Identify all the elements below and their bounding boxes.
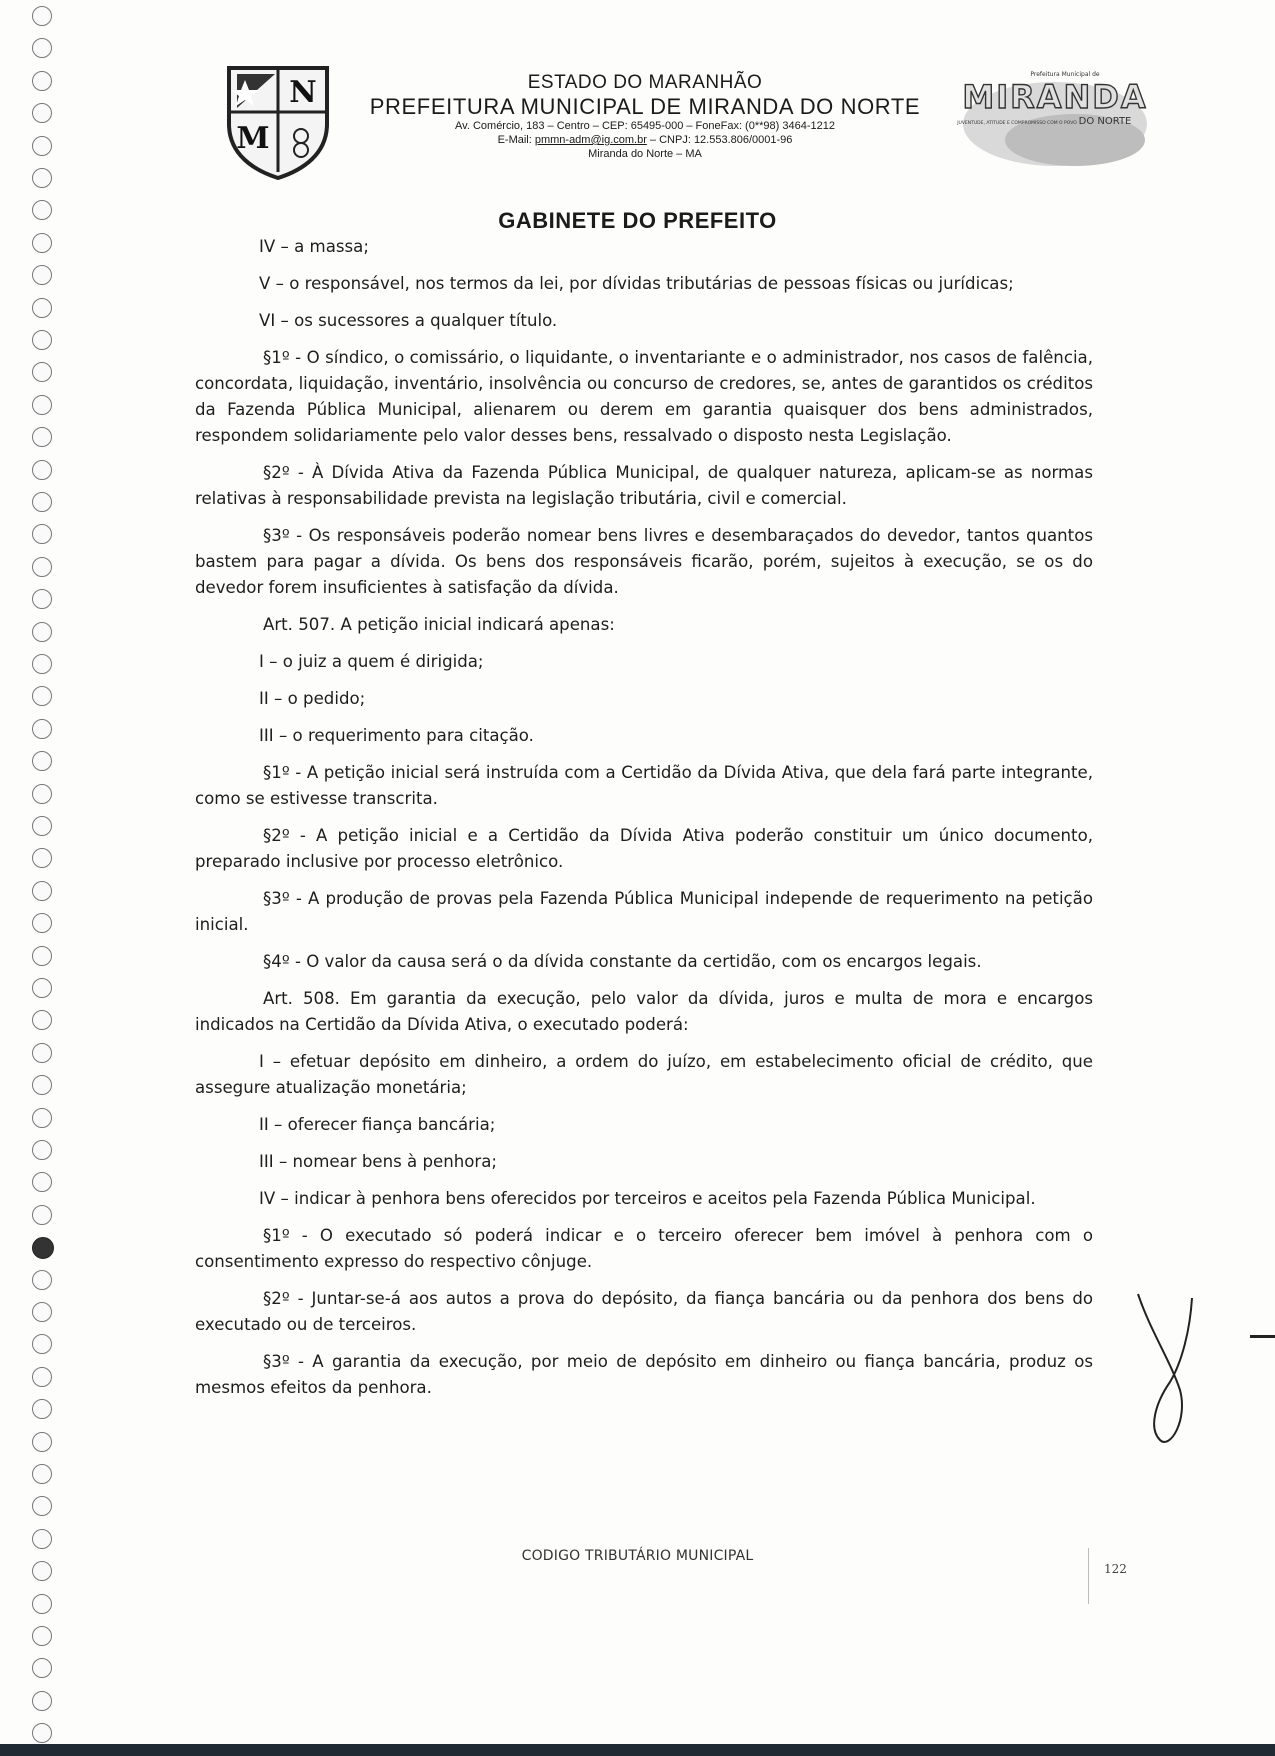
email-label: E-Mail:	[497, 134, 535, 146]
paragraph: IV – indicar à penhora bens oferecidos por terceiros e aceitos pela Fazenda Pública Municipal.	[259, 1189, 1036, 1208]
binding-hole	[32, 1594, 52, 1614]
scan-bottom-edge	[0, 1744, 1275, 1756]
page-number-divider	[1088, 1548, 1091, 1604]
city-line: Miranda do Norte – MA	[588, 148, 702, 160]
paragraph: III – nomear bens à penhora;	[259, 1152, 497, 1171]
state-name: ESTADO DO MARANHÃO	[527, 72, 763, 93]
contact-line	[340, 133, 950, 147]
paragraph: §1º - O síndico, o comissário, o liquidante, o inventariante e o administrador, nos casos de falência, concordata, liquidação, inventário, insolvência ou concurso de credores, se, antes de garantidos os créditos da Fazenda Pública Municipal, alienarem ou derem em garantia quaisquer dos bens administrados, respondem solidariamente pelo valor desses bens, ressalvado o disposto nesta Legislação.	[195, 348, 1093, 445]
binding-hole	[32, 233, 52, 253]
paragraph: §2º - Juntar-se-á aos autos a prova do depósito, da fiança bancária ou da penhora dos bens do executado ou de terceiros.	[195, 1289, 1093, 1334]
binding-hole	[32, 1658, 52, 1678]
paragraph: §3º - Os responsáveis poderão nomear bens livres e desembaraçados do devedor, tantos quantos bastem para pagar a dívida. Os bens dos responsáveis ficarão, porém, sujeitos à execução, se os do devedor forem insuficientes à satisfação da dívida.	[195, 526, 1093, 597]
cnpj-text: – CNPJ: 12.553.806/0001-96	[646, 134, 793, 146]
brand-tagline: JUVENTUDE, ATITUDE E COMPROMISSO COM O POVO	[957, 121, 1077, 126]
binding-hole	[32, 460, 52, 480]
paragraph: §3º - A garantia da execução, por meio de depósito em dinheiro ou fiança bancária, produz os mesmos efeitos da penhora.	[195, 1352, 1093, 1397]
section-title: GABINETE DO PREFEITO	[498, 208, 777, 233]
crest-letter-n: N	[289, 75, 317, 110]
paragraph: §1º - O executado só poderá indicar e o terceiro oferecer bem imóvel à penhora com o consentimento expresso do respectivo cônjuge.	[195, 1226, 1093, 1271]
paragraph: I – o juiz a quem é dirigida;	[259, 652, 484, 671]
binding-hole	[32, 1237, 54, 1259]
binding-hole	[32, 589, 52, 609]
binding-hole	[32, 1691, 52, 1711]
binding-hole	[32, 1561, 52, 1581]
paragraph: III – o requerimento para citação.	[259, 726, 534, 745]
binding-hole	[32, 362, 52, 382]
binding-hole	[32, 622, 52, 642]
paragraph: §2º - À Dívida Ativa da Fazenda Pública Municipal, de qualquer natureza, aplicam-se as normas relativas à responsabilidade prevista na legislação tributária, civil e comercial.	[195, 463, 1093, 508]
brand-name: MIRANDA	[962, 78, 1148, 116]
binding-hole	[32, 1172, 52, 1192]
binding-hole	[32, 686, 52, 706]
paragraph: II – o pedido;	[259, 689, 366, 708]
miranda-brand-logo	[955, 60, 1150, 170]
binding-hole	[32, 492, 52, 512]
binding-hole	[32, 751, 52, 771]
letterhead	[0, 0, 1275, 200]
paragraph: §3º - A produção de provas pela Fazenda Pública Municipal independe de requerimento na petição inicial.	[195, 889, 1093, 934]
binding-hole	[32, 654, 52, 674]
binding-hole	[32, 298, 52, 318]
document-body	[195, 234, 1093, 1412]
paragraph: §2º - A petição inicial e a Certidão da Dívida Ativa poderão constituir um único documento, preparado inclusive por processo eletrônico.	[195, 826, 1093, 871]
binding-hole	[32, 1529, 52, 1549]
binding-hole	[32, 1334, 52, 1354]
binding-hole	[32, 913, 52, 933]
binding-hole	[32, 978, 52, 998]
binding-hole	[32, 1723, 52, 1743]
binding-hole	[32, 784, 52, 804]
crest-letter-m: M	[236, 121, 270, 156]
binding-hole	[32, 395, 52, 415]
binding-hole	[32, 1140, 52, 1160]
binding-hole	[32, 848, 52, 868]
binding-hole	[32, 816, 52, 836]
paragraph: IV – a massa;	[259, 237, 369, 256]
binding-hole	[32, 1270, 52, 1290]
footer-title: CODIGO TRIBUTÁRIO MUNICIPAL	[521, 1548, 754, 1564]
binding-hole	[32, 1108, 52, 1128]
binding-hole	[32, 1367, 52, 1387]
municipal-crest-logo	[223, 62, 333, 180]
paragraph: §4º - O valor da causa será o da dívida constante da certidão, com os encargos legais.	[263, 952, 982, 971]
address-line: Av. Comércio, 183 – Centro – CEP: 65495-000 – FoneFax: (0**98) 3464-1212	[455, 120, 835, 132]
binding-hole	[32, 330, 52, 350]
binding-hole	[32, 1399, 52, 1419]
brand-suffix: DO NORTE	[1078, 116, 1132, 127]
binding-holes	[30, 0, 60, 1756]
paragraph: V – o responsável, nos termos da lei, por dívidas tributárias de pessoas físicas ou jurídicas;	[259, 274, 1014, 293]
page-number: 122	[1104, 1562, 1127, 1576]
prefecture-name: PREFEITURA MUNICIPAL DE MIRANDA DO NORTE	[369, 94, 921, 119]
binding-hole	[32, 946, 52, 966]
letterhead-text	[340, 72, 950, 161]
paragraph: Art. 508. Em garantia da execução, pelo valor da dívida, juros e multa de mora e encargos indicados na Certidão da Dívida Ativa, o executado poderá:	[195, 989, 1093, 1034]
binding-hole	[32, 881, 52, 901]
binding-hole	[32, 1010, 52, 1030]
binding-hole	[32, 524, 52, 544]
binding-hole	[32, 557, 52, 577]
paragraph: II – oferecer fiança bancária;	[259, 1115, 496, 1134]
binding-hole	[32, 1496, 52, 1516]
binding-hole	[32, 1302, 52, 1322]
brand-top-text: Prefeitura Municipal de	[1030, 71, 1100, 78]
binding-hole	[32, 1626, 52, 1646]
edge-mark	[1250, 1335, 1275, 1338]
paragraph: VI – os sucessores a qualquer título.	[259, 311, 558, 330]
binding-hole	[32, 1205, 52, 1225]
binding-hole	[32, 1432, 52, 1452]
paragraph: Art. 507. A petição inicial indicará apenas:	[263, 615, 615, 634]
email-link[interactable]: pmmn-adm@ig.com.br	[534, 134, 647, 146]
binding-hole	[32, 719, 52, 739]
paragraph: §1º - A petição inicial será instruída com a Certidão da Dívida Ativa, que dela fará parte integrante, como se estivesse transcrita.	[195, 763, 1093, 808]
binding-hole	[32, 1075, 52, 1095]
binding-hole	[32, 427, 52, 447]
paragraph: I – efetuar depósito em dinheiro, a ordem do juízo, em estabelecimento oficial de crédito, que assegure atualização monetária;	[195, 1052, 1093, 1097]
handwritten-initials	[1130, 1290, 1200, 1460]
binding-hole	[32, 1464, 52, 1484]
binding-hole	[32, 265, 52, 285]
binding-hole	[32, 1043, 52, 1063]
